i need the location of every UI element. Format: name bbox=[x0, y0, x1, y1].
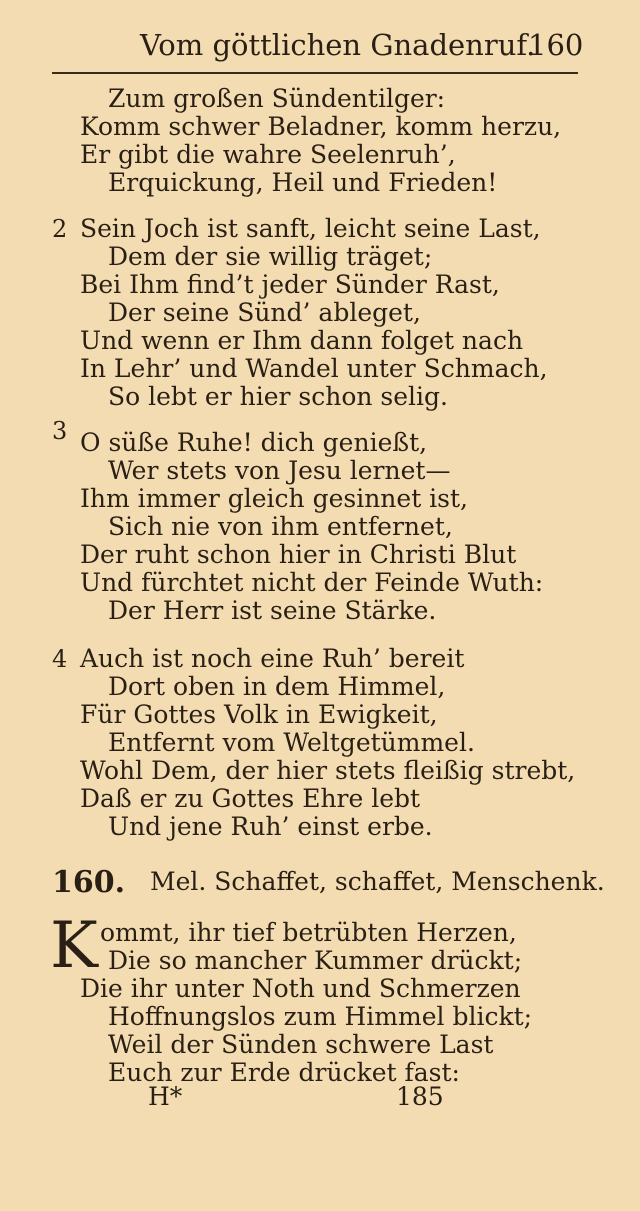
header-rule bbox=[52, 72, 578, 74]
verse-line: In Lehr’ und Wandel unter Schmach, bbox=[80, 354, 548, 383]
hymn-melody: Mel. Schaffet, schaffet, Menschenk. bbox=[150, 867, 605, 896]
verse-line: Und fürchtet nicht der Feinde Wuth: bbox=[80, 568, 544, 597]
verse-line: Weil der Sünden schwere Last bbox=[108, 1030, 494, 1059]
running-header-page-number: 160 bbox=[528, 28, 584, 62]
verse-line: Und wenn er Ihm dann folget nach bbox=[80, 326, 524, 355]
verse-line: Er gibt die wahre Seelenruh’, bbox=[80, 140, 456, 169]
verse-line: Euch zur Erde drücket fast: bbox=[108, 1058, 460, 1087]
verse-line: Wohl Dem, der hier stets fleißig strebt, bbox=[80, 756, 576, 785]
verse-line: Und jene Ruh’ einst erbe. bbox=[108, 812, 433, 841]
signature-mark: H* bbox=[148, 1082, 183, 1111]
verse-line: Ihm immer gleich gesinnet ist, bbox=[80, 484, 469, 513]
footer-page-number: 185 bbox=[396, 1082, 444, 1111]
verse-line: Wer stets von Jesu lernet— bbox=[108, 456, 451, 485]
verse-line: Daß er zu Gottes Ehre lebt bbox=[80, 784, 421, 813]
verse-line: Erquickung, Heil und Frieden! bbox=[108, 168, 498, 197]
verse-line: Die ihr unter Noth und Schmerzen bbox=[80, 974, 521, 1003]
verse-line: Die so mancher Kummer drückt; bbox=[108, 946, 523, 975]
verse-line: Der Herr ist seine Stärke. bbox=[108, 596, 437, 625]
verse-line: Entfernt vom Weltgetümmel. bbox=[108, 728, 475, 757]
verse-line: Dort oben in dem Himmel, bbox=[108, 672, 446, 701]
verse-line: Hoffnungslos zum Himmel blickt; bbox=[108, 1002, 533, 1031]
verse-line: O süße Ruhe! dich genießt, bbox=[80, 428, 428, 457]
verse-line: Zum großen Sündentilger: bbox=[108, 84, 446, 113]
verse-number: 3 bbox=[52, 417, 68, 445]
verse-line: So lebt er hier schon selig. bbox=[108, 382, 448, 411]
verse-number: 4 bbox=[52, 645, 68, 673]
verse-line: Der seine Sünd’ ableget, bbox=[108, 298, 421, 327]
verse-line: Sein Joch ist sanft, leicht seine Last, bbox=[80, 214, 541, 243]
running-header-title: Vom göttlichen Gnadenruf. bbox=[140, 28, 536, 62]
hymn-number: 160. bbox=[52, 865, 126, 900]
verse-line: ommt, ihr tief betrübten Herzen, bbox=[100, 918, 517, 947]
verse-line: Bei Ihm find’t jeder Sünder Rast, bbox=[80, 270, 500, 299]
drop-cap: K bbox=[50, 909, 98, 983]
verse-number: 2 bbox=[52, 215, 68, 243]
verse-line: Der ruht schon hier in Christi Blut bbox=[80, 540, 517, 569]
verse-line: Auch ist noch eine Ruh’ bereit bbox=[80, 644, 465, 673]
verse-line: Komm schwer Beladner, komm herzu, bbox=[80, 112, 562, 141]
verse-line: Sich nie von ihm entfernet, bbox=[108, 512, 453, 541]
verse-line: Dem der sie willig träget; bbox=[108, 242, 433, 271]
verse-line: Für Gottes Volk in Ewigkeit, bbox=[80, 700, 438, 729]
